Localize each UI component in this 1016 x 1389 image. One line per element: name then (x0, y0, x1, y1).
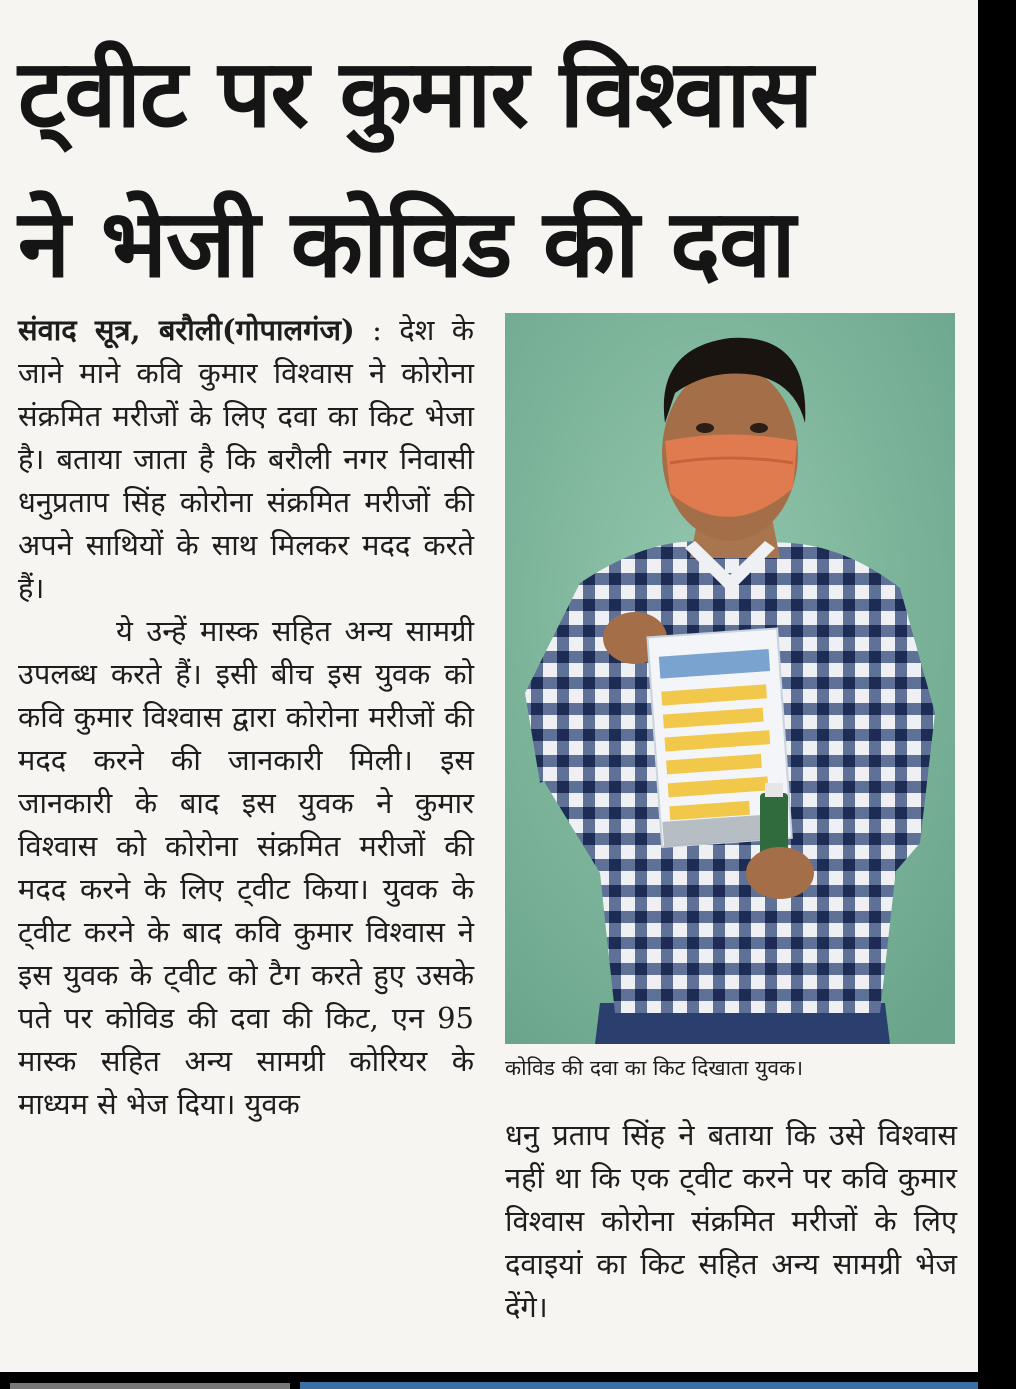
headline-line-1: ट्वीट पर कुमार विश्वास (18, 40, 813, 149)
paragraph-1-text: देश के जाने माने कवि कुमार विश्वास ने कोरोना संक्रमित मरीजों के लिए दवा का किट भेजा है। बताया जाता है कि बरौली नगर निवासी धनुप्रताप सिंह कोरोना संक्रमित मरीजों की अपने साथियों के साथ मिलकर मदद करते हैं। (18, 313, 474, 605)
article-right-column (505, 1114, 957, 1329)
bottom-grey-bar (10, 1383, 290, 1389)
bottom-blue-bar (300, 1382, 978, 1389)
article-left-column (18, 309, 474, 1126)
man-holding-covid-kit-photo (505, 313, 955, 1044)
headline (18, 20, 968, 320)
right-edge-border (978, 0, 1016, 1389)
bottom-edge-border (0, 1372, 1016, 1389)
photo-caption: कोविड की दवा का किट दिखाता युवक। (505, 1056, 804, 1080)
paragraph-3: धनु प्रताप सिंह ने बताया कि उसे विश्वास नहीं था कि एक ट्वीट करने पर कवि कुमार विश्वास कोरोना संक्रमित मरीजों के लिए दवाइयां का किट सहित अन्य सामग्री भेज देंगे। (505, 1118, 957, 1324)
paragraph-1 (18, 309, 474, 610)
dateline-separator: : (354, 313, 400, 347)
dateline: संवाद सूत्र, बरौली(गोपालगंज) (18, 313, 355, 347)
headline-line-2: ने भेजी कोविड की दवा (18, 190, 795, 299)
news-photo (505, 313, 955, 1044)
paragraph-2: ये उन्हें मास्क सहित अन्य सामग्री उपलब्ध करते हैं। इसी बीच इस युवक को कवि कुमार विश्वास द्वारा कोरोना मरीजों की मदद करने की जानकारी मिली। इस जानकारी के बाद इस युवक ने कुमार विश्वास को कोरोना संक्रमित मरीजों की मदद करने के लिए ट्वीट किया। युवक के ट्वीट करने के बाद कवि कुमार विश्वास ने इस युवक के ट्वीट को टैग करते हुए उसके पते पर कोविड की दवा की किट, एन 95 मास्क सहित अन्य सामग्री कोरियर के माध्यम से भेज दिया। युवक (18, 614, 474, 1121)
